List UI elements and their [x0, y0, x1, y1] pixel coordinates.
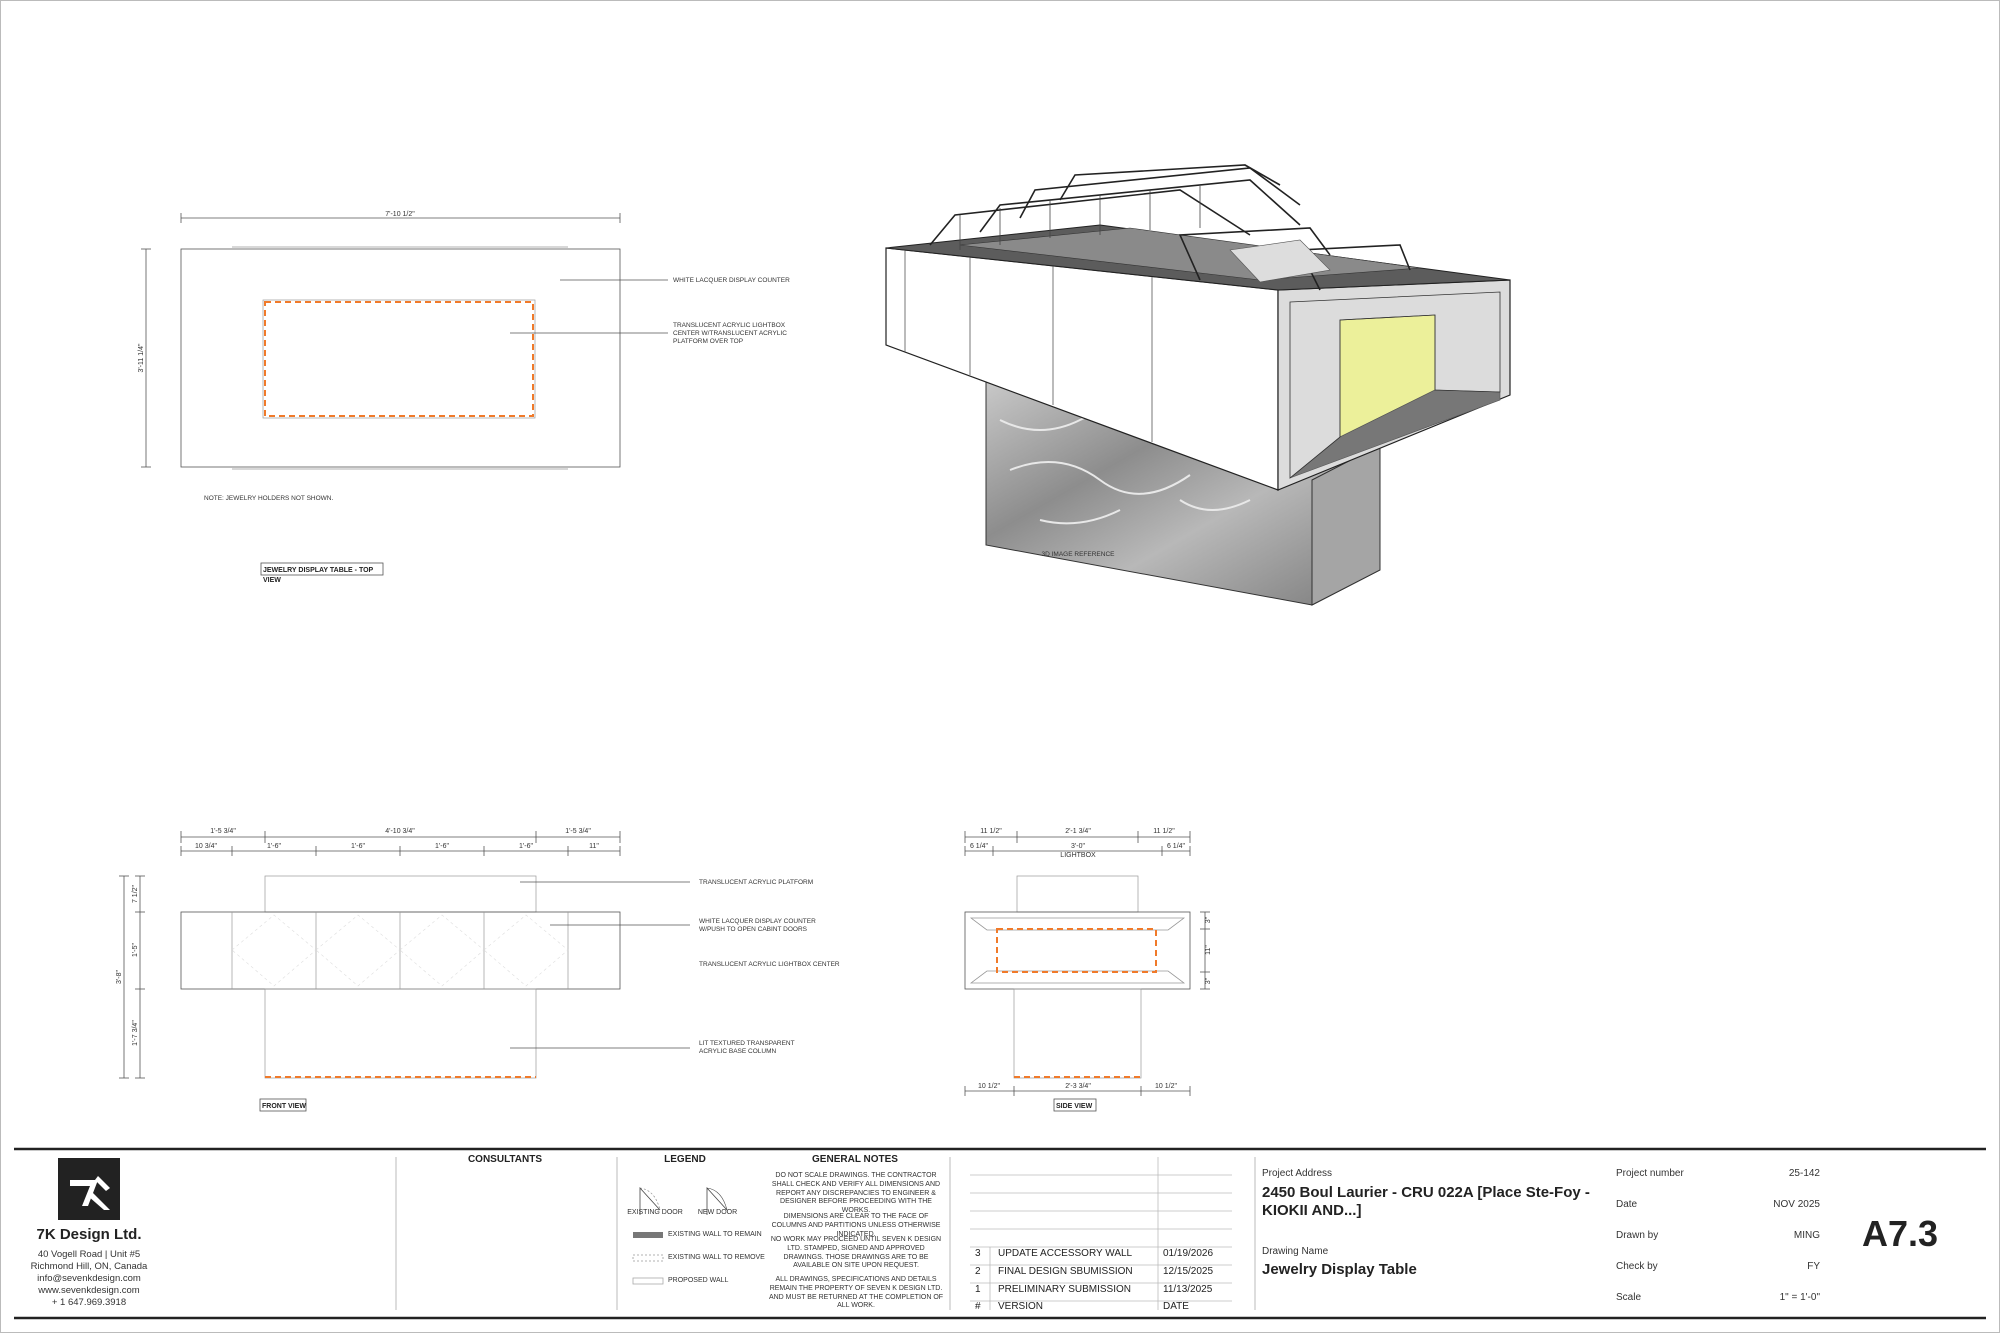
side-dim-2-2: 3'-0" [1071, 843, 1085, 850]
rev-header-version: VERSION [998, 1301, 1044, 1312]
side-dim-top-2: 2'-1 3/4" [1065, 828, 1091, 835]
front-view-title: FRONT VIEW [262, 1103, 306, 1110]
legend-wall-remove: EXISTING WALL TO REMOVE [668, 1254, 765, 1261]
rev-date-1: 11/13/2025 [1163, 1284, 1213, 1295]
top-view [138, 211, 790, 584]
company-website: www.sevenkdesign.com [38, 1285, 140, 1296]
side-dim-right-1: 3" [1205, 916, 1212, 924]
rev-desc-3: UPDATE ACCESSORY WALL [998, 1248, 1133, 1259]
side-dim-bottom-3: 10 1/2" [1155, 1083, 1177, 1090]
side-base-column [1014, 989, 1141, 1078]
rev-num-1: 1 [975, 1284, 981, 1295]
front-counter [181, 912, 620, 989]
side-dim-right-3: 3" [1205, 977, 1212, 985]
field-value-project-number: 25-142 [1788, 1168, 1820, 1179]
iso-view [886, 165, 1510, 605]
sheet-number: A7.3 [1862, 1213, 1939, 1254]
general-note-2: DIMENSIONS ARE CLEAR TO THE FACE OF COLUMNS AND PARTITIONS UNLESS OTHERWISE INDICATED. [771, 1213, 941, 1238]
logo-mark-icon [58, 1158, 120, 1220]
drawing-name-label: Drawing Name [1262, 1246, 1329, 1257]
lightbox-outline [265, 302, 533, 416]
drawing-name: Jewelry Display Table [1262, 1261, 1417, 1278]
top-note: NOTE: JEWELRY HOLDERS NOT SHOWN. [204, 495, 334, 502]
address-line-1: 40 Vogell Road | Unit #5 [37, 1249, 141, 1260]
legend-existing-door: EXISTING DOOR [627, 1209, 683, 1216]
front-dim-left-3: 1'-7 3/4" [132, 1020, 139, 1046]
front-dim-2-6: 11" [589, 843, 599, 850]
front-callout-counter-2: W/PUSH TO OPEN CABINT DOORS [699, 926, 807, 933]
counter-top-outline [181, 249, 620, 467]
top-view-title-2: VIEW [263, 577, 281, 584]
company-logo [58, 1158, 120, 1220]
top-callout-counter: WHITE LACQUER DISPLAY COUNTER [673, 277, 790, 284]
front-dim-2-3: 1'-6" [351, 843, 365, 850]
side-dim-top-1: 11 1/2" [980, 828, 1002, 835]
legend-proposed-wall: PROPOSED WALL [668, 1277, 729, 1284]
side-platform [1017, 876, 1138, 912]
general-notes-heading: GENERAL NOTES [812, 1154, 898, 1165]
side-dim-bottom-1: 10 1/2" [978, 1083, 1000, 1090]
iso-caption: 3D IMAGE REFERENCE [1041, 551, 1115, 558]
side-dim-lightbox-label: LIGHTBOX [1060, 852, 1096, 859]
company-phone: + 1 647.969.3918 [51, 1297, 127, 1308]
company-name: 7K Design Ltd. [36, 1226, 142, 1243]
rev-num-2: 2 [975, 1266, 981, 1277]
front-dim-top-1: 1'-5 3/4" [210, 828, 236, 835]
front-dim-left-1: 7 1/2" [132, 884, 139, 904]
consultants-heading: CONSULTANTS [467, 1154, 543, 1165]
project-address: 2450 Boul Laurier - CRU 022A [Place Ste-Foy - KIOKII AND...] [1262, 1184, 1590, 1219]
rev-header-date: DATE [1163, 1301, 1189, 1312]
side-lightbox-outline [997, 929, 1156, 972]
top-width-dim: 7'-10 1/2" [385, 211, 415, 218]
front-dim-top-2: 4'-10 3/4" [385, 828, 415, 835]
front-dim-2-4: 1'-6" [435, 843, 449, 850]
project-address-label: Project Address [1262, 1168, 1333, 1179]
side-dim-2-1: 6 1/4" [969, 843, 989, 850]
rev-date-2: 12/15/2025 [1163, 1266, 1214, 1277]
front-platform [265, 876, 536, 912]
side-view-title: SIDE VIEW [1056, 1103, 1093, 1110]
top-view-title-1: JEWELRY DISPLAY TABLE - TOP [263, 567, 374, 574]
field-value-date: NOV 2025 [1773, 1199, 1820, 1210]
rev-num-3: 3 [975, 1248, 981, 1259]
side-dim-bottom-2: 2'-3 3/4" [1065, 1083, 1091, 1090]
general-note-4: ALL DRAWINGS, SPECIFICATIONS AND DETAILS REMAIN THE PROPERTY OF SEVEN K DESIGN LTD. AND MUST BE RETURNED AT THE COMPLETION OF ALL WORK. [768, 1276, 944, 1310]
front-dim-left-2: 1'-5" [132, 943, 139, 957]
front-callout-platform: TRANSLUCENT ACRYLIC PLATFORM [699, 879, 814, 886]
rev-header-num: # [975, 1301, 981, 1312]
legend-wall-remain: EXISTING WALL TO REMAIN [668, 1231, 762, 1238]
rev-desc-2: FINAL DESIGN SBUMISSION [998, 1266, 1133, 1277]
field-value-scale: 1" = 1'-0" [1779, 1292, 1820, 1303]
general-note-1: DO NOT SCALE DRAWINGS. THE CONTRACTOR SHALL CHECK AND VERIFY ALL DIMENSIONS AND REPORT ANY DISCREPANCIES TO ENGINEER & DESIGNER BEFORE PROCEEDING WITH THE WORKS. [771, 1172, 941, 1214]
front-dim-2-2: 1'-6" [267, 843, 281, 850]
address-line-2: Richmond Hill, ON, Canada [30, 1261, 148, 1272]
front-callout-lightbox: TRANSLUCENT ACRYLIC LIGHTBOX CENTER [699, 961, 840, 968]
front-callout-column-1: LIT TEXTURED TRANSPARENT [699, 1040, 795, 1047]
side-dim-2-3: 6 1/4" [1166, 843, 1186, 850]
front-callout-column-2: ACRYLIC BASE COLUMN [699, 1048, 777, 1055]
field-label-drawn-by: Drawn by [1616, 1230, 1659, 1241]
front-base-column [265, 989, 536, 1078]
front-dim-top-3: 1'-5 3/4" [565, 828, 591, 835]
front-dim-2-1: 10 3/4" [195, 843, 217, 850]
field-label-scale: Scale [1616, 1292, 1642, 1303]
legend-heading: LEGEND [664, 1154, 706, 1165]
top-callout-lightbox-2: CENTER W/TRANSLUCENT ACRYLIC [673, 330, 787, 337]
field-value-drawn-by: MING [1793, 1230, 1820, 1241]
side-dim-top-3: 11 1/2" [1153, 828, 1175, 835]
general-note-3: NO WORK MAY PROCEED UNTIL SEVEN K DESIGN LTD. STAMPED, SIGNED AND APPROVED DRAWINGS. THOSE DRAWINGS ARE TO BE AVAILABLE ON SITE UPON REQUEST. [770, 1236, 942, 1270]
legend-new-door: NEW DOOR [697, 1209, 738, 1216]
side-view [965, 828, 1212, 1111]
top-callout-lightbox-1: TRANSLUCENT ACRYLIC LIGHTBOX [673, 322, 786, 329]
company-address [24, 1249, 154, 1309]
front-dim-left-outer: 3'-8" [116, 970, 123, 984]
rev-desc-1: PRELIMINARY SUBMISSION [998, 1284, 1131, 1295]
front-view [116, 828, 840, 1111]
field-label-check-by: Check by [1616, 1261, 1658, 1272]
field-label-project-number: Project number [1616, 1168, 1684, 1179]
rev-date-3: 01/19/2026 [1163, 1248, 1214, 1259]
field-value-check-by: FY [1807, 1261, 1820, 1272]
field-label-date: Date [1616, 1199, 1638, 1210]
top-callout-lightbox-3: PLATFORM OVER TOP [673, 338, 744, 345]
side-dim-right-2: 11" [1205, 945, 1212, 955]
top-depth-dim: 3'-11 1/4" [138, 343, 145, 373]
company-email: info@sevenkdesign.com [37, 1273, 141, 1284]
front-callout-counter-1: WHITE LACQUER DISPLAY COUNTER [699, 918, 816, 925]
front-dim-2-5: 1'-6" [519, 843, 533, 850]
